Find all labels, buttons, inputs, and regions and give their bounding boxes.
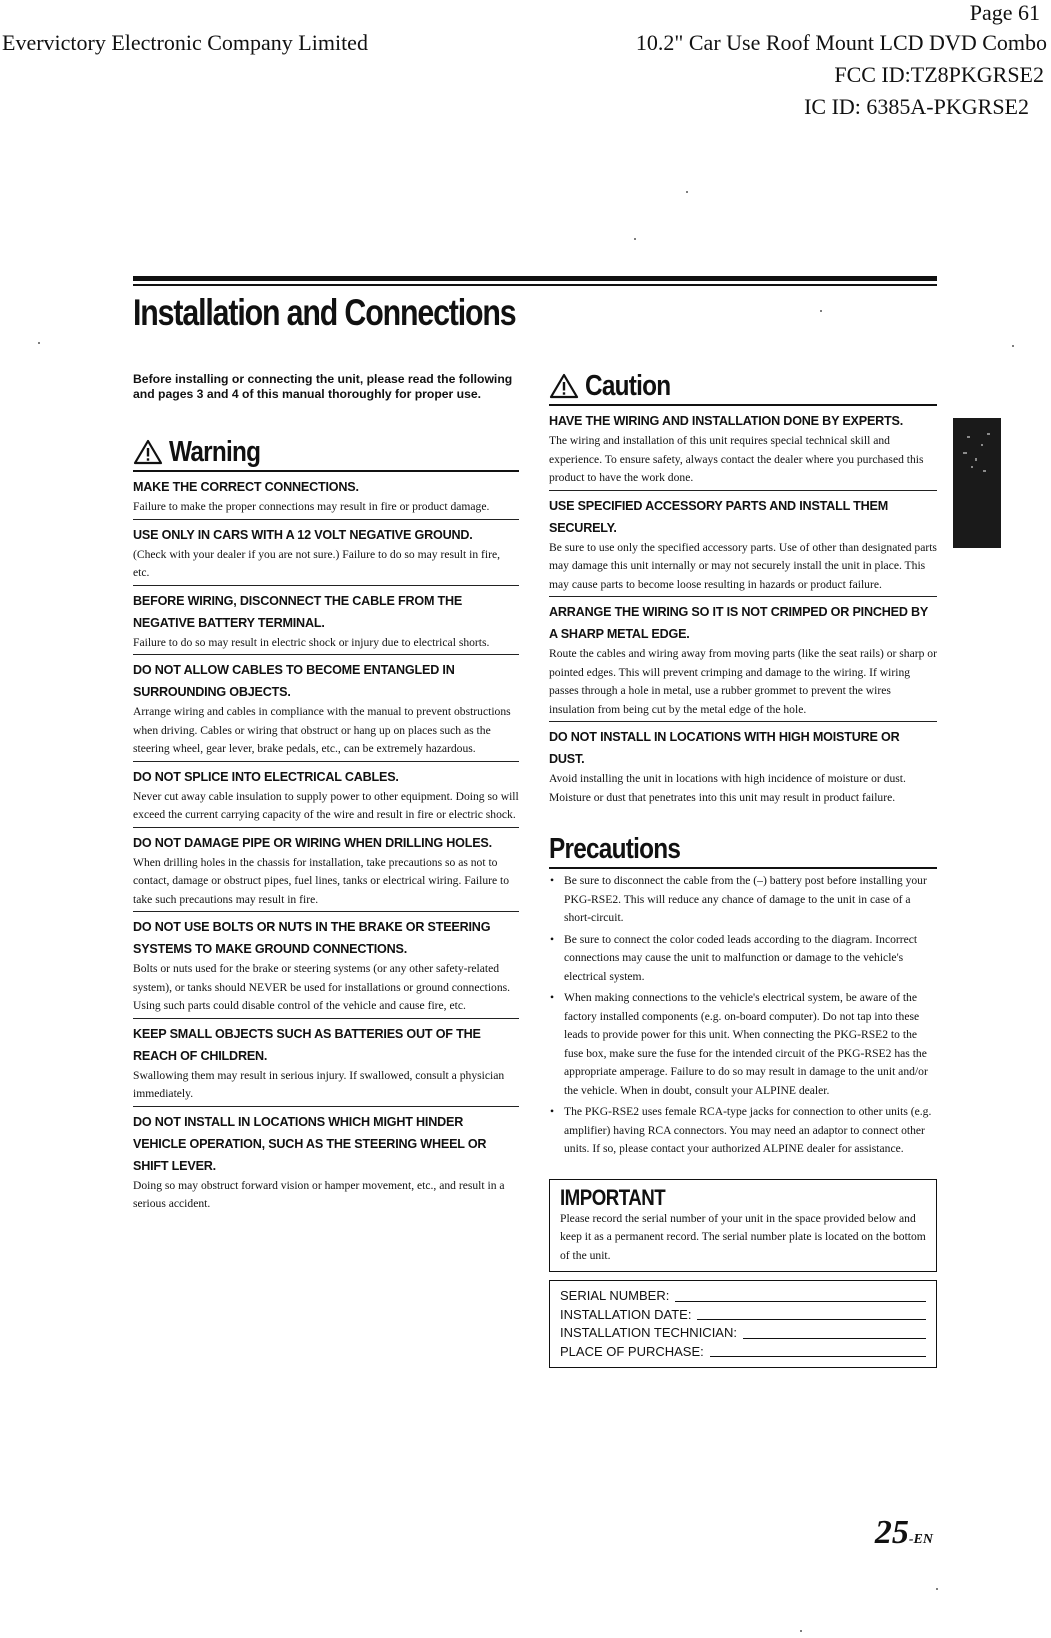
scan-speck <box>936 1588 938 1590</box>
page-number-suffix: -EN <box>908 1532 933 1547</box>
title-rule <box>133 284 937 286</box>
field-label: INSTALLATION TECHNICIAN: <box>560 1325 737 1340</box>
warning-item <box>133 828 519 913</box>
field-label: PLACE OF PURCHASE: <box>560 1343 704 1359</box>
right-column <box>549 372 937 1368</box>
caution-item-head: DO NOT INSTALL IN LOCATIONS WITH HIGH MOISTURE OR DUST. <box>549 730 900 766</box>
warning-item-head: DO NOT SPLICE INTO ELECTRICAL CABLES. <box>133 769 399 784</box>
warning-item-head: USE ONLY IN CARS WITH A 12 VOLT NEGATIVE GROUND. <box>133 527 473 542</box>
scan-speck <box>820 310 822 312</box>
warning-item-head: MAKE THE CORRECT CONNECTIONS. <box>133 480 359 494</box>
page-title: Installation and Connections <box>133 292 516 333</box>
important-text: Please record the serial number of your unit in the space provided below and keep it as a permanent record. The serial number plate is located on the bottom of the unit. <box>560 1211 926 1262</box>
page-number-value: 25 <box>874 1514 909 1551</box>
warning-item-body: When drilling holes in the chassis for installation, take precautions so as not to contact, damage or obstruct pipes, fuel lines, tanks or electrical wiring. Failure to take such precautions may result in fire. <box>133 855 510 906</box>
scan-speck <box>686 191 688 193</box>
place-of-purchase-field[interactable] <box>560 1343 926 1362</box>
title-rule <box>133 276 937 281</box>
warning-item-head: DO NOT ALLOW CABLES TO BECOME ENTANGLED IN SURROUNDING OBJECTS. <box>133 663 455 699</box>
warning-item <box>133 1107 519 1216</box>
caution-item-body: The wiring and installation of this unit requires special technical skill and experience. To ensure safety, always contact the dealer where you purchased this product to have the work done. <box>549 434 924 484</box>
warning-item-body: (Check with your dealer if you are not sure.) Failure to do so may result in fire, etc. <box>133 547 501 579</box>
warning-item-head: BEFORE WIRING, DISCONNECT THE CABLE FROM THE NEGATIVE BATTERY TERMINAL. <box>133 593 463 630</box>
caution-item <box>549 406 937 491</box>
header-ic-id: IC ID: 6385A-PKGRSE2 <box>804 94 1029 119</box>
caution-item-body: Avoid installing the unit in locations with high incidence of moisture or dust. Moisture or dust that penetrates into this unit may result in product failure. <box>549 772 906 804</box>
warning-item-body: Never cut away cable insulation to supply power to other equipment. Doing so will exceed the current carrying capacity of the wire and result in fire or electric shock. <box>133 789 519 821</box>
warning-item-head: DO NOT INSTALL IN LOCATIONS WHICH MIGHT HINDER VEHICLE OPERATION, SUCH AS THE STEERING WHEEL OR SHIFT LEVER. <box>133 1114 487 1173</box>
installation-date-field[interactable] <box>560 1306 926 1325</box>
important-title <box>560 1186 926 1210</box>
warning-heading-text: Warning <box>169 436 261 468</box>
warning-item <box>133 1019 519 1107</box>
scan-speck <box>38 342 40 344</box>
warning-item-head: DO NOT USE BOLTS OR NUTS IN THE BRAKE OR STEERING SYSTEMS TO MAKE GROUND CONNECTIONS. <box>133 920 491 956</box>
blank-line <box>710 1356 926 1357</box>
warning-item-body: Swallowing them may result in serious injury. If swallowed, consult a physician immediately. <box>133 1068 505 1100</box>
caution-list <box>549 406 937 809</box>
scan-speck <box>1012 345 1014 347</box>
installation-technician-field[interactable] <box>560 1324 926 1343</box>
caution-heading-text: Caution <box>585 370 671 402</box>
caution-item <box>549 491 937 598</box>
warning-item-body: Arrange wiring and cables in compliance with the manual to prevent obstructions when driving. Cables or wiring that obstruct or hang up on places such as the steering wheel, gear lever, brake pedals, etc., can be extremely hazardous. <box>133 705 511 755</box>
precautions-heading <box>549 835 937 869</box>
warning-triangle-icon <box>133 439 163 465</box>
warning-item <box>133 912 519 1019</box>
warning-item-head: KEEP SMALL OBJECTS SUCH AS BATTERIES OUT OF THE REACH OF CHILDREN. <box>133 1026 481 1063</box>
intro-text: Before installing or connecting the unit, please read the following and pages 3 and 4 of this manual thoroughly for proper use. <box>133 372 513 401</box>
caution-item <box>549 722 937 809</box>
field-label: INSTALLATION DATE: <box>560 1306 692 1322</box>
warning-item <box>133 655 519 762</box>
warning-item <box>133 586 519 656</box>
caution-item-head: ARRANGE THE WIRING SO IT IS NOT CRIMPED OR PINCHED BY A SHARP METAL EDGE. <box>549 605 928 641</box>
caution-item-body: Route the cables and wiring away from moving parts (like the seat rails) or sharp or pointed edges. This will prevent crimping and damage to the wiring. If wiring passes through a hole in metal, use a rubber grommet to prevent the wires insulation from being cut by the metal edge of the hole. <box>549 647 937 716</box>
page-number <box>875 1516 933 1550</box>
blank-line <box>743 1338 926 1339</box>
header-product: 10.2" Car Use Roof Mount LCD DVD Combo <box>635 30 1047 55</box>
warning-list <box>133 472 519 1216</box>
warning-item-body: Doing so may obstruct forward vision or hamper movement, etc., and result in a serious accident. <box>133 1178 505 1210</box>
warning-item-body: Bolts or nuts used for the brake or steering systems (or any other safety-related system), or tanks should NEVER be used for installations or ground connections. Using such parts could disable control of the vehicle and cause fire, etc. <box>133 962 511 1012</box>
warning-heading <box>133 438 519 472</box>
warning-item <box>133 520 519 586</box>
caution-heading <box>549 372 937 406</box>
precaution-item: • When making connections to the vehicle's electrical system, be aware of the factory installed components (e.g. on-board computer). Do not tap into these leads to provide power for this unit. When connecting the PKG-RSE2 to the fuse box, make sure the fuse for the intended circuit of the PKG-RSE2 has the appropriate amperage. Failure to do so may result in damage to the unit and/or the vehicle. When in doubt, consult your ALPINE dealer. <box>549 989 937 1100</box>
precaution-item: • Be sure to disconnect the cable from the (–) battery post before installing your PKG-RSE2. This will reduce any chance of damage to the unit in case of a short-circuit. <box>549 872 937 928</box>
record-box <box>549 1280 937 1368</box>
side-tab-marker <box>953 418 1001 548</box>
field-label: SERIAL NUMBER: <box>560 1288 670 1303</box>
important-box <box>549 1179 937 1273</box>
warning-item-body: Failure to do so may result in electric shock or injury due to electrical shorts. <box>133 635 490 649</box>
header-page-label: Page 61 <box>969 0 1040 25</box>
header-fcc-id: FCC ID:TZ8PKGRSE2 <box>834 62 1044 87</box>
precautions-list <box>549 872 937 1159</box>
caution-item-head: HAVE THE WIRING AND INSTALLATION DONE BY EXPERTS. <box>549 414 904 428</box>
precaution-item: • The PKG-RSE2 uses female RCA-type jacks for connection to other units (e.g. amplifier) having RCA connectors. You may need an adaptor to connect other units. If so, please contact your authorized ALPINE dealer for assistance. <box>549 1103 937 1159</box>
scan-speck <box>634 238 636 240</box>
left-column <box>133 372 519 1216</box>
warning-triangle-icon <box>549 373 579 399</box>
serial-number-field[interactable] <box>560 1287 926 1306</box>
precautions-heading-text: Precautions <box>549 833 681 865</box>
caution-item-body: Be sure to use only the specified accessory parts. Use of other than designated parts may damage this unit internally or may not securely install the unit in place. This may cause parts to become loose resulting in hazards or product failure. <box>549 540 937 591</box>
warning-item-head: DO NOT DAMAGE PIPE OR WIRING WHEN DRILLING HOLES. <box>133 835 492 850</box>
header-company: Evervictory Electronic Company Limited <box>2 30 368 55</box>
warning-item <box>133 472 519 520</box>
warning-item <box>133 762 519 828</box>
caution-item-head: USE SPECIFIED ACCESSORY PARTS AND INSTALL THEM SECURELY. <box>549 498 889 535</box>
warning-item-body: Failure to make the proper connections may result in fire or product damage. <box>133 500 490 513</box>
blank-line <box>697 1319 926 1320</box>
blank-line <box>675 1301 926 1302</box>
scan-speck <box>800 1630 802 1632</box>
caution-item <box>549 597 937 722</box>
important-title-text: IMPORTANT <box>560 1184 666 1210</box>
precaution-item: • Be sure to connect the color coded leads according to the diagram. Incorrect connections may cause the unit to malfunction or damage to the vehicle's electrical system. <box>549 931 937 987</box>
